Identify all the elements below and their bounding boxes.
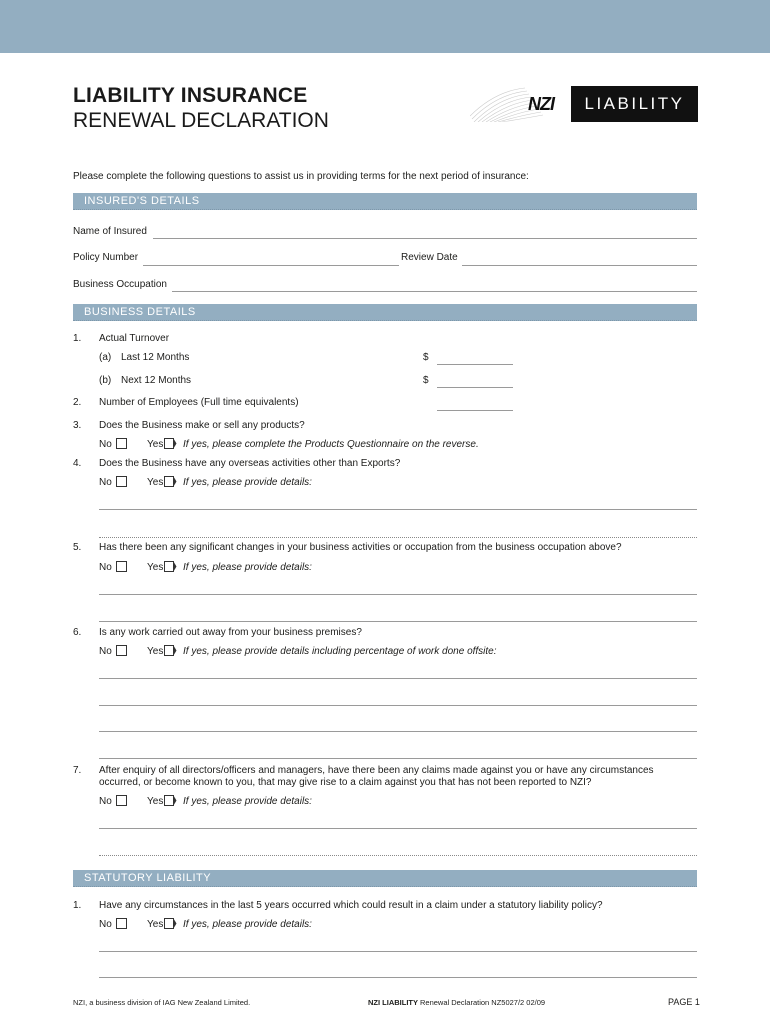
stat-q1-yes-label: Yes — [147, 919, 164, 930]
q4-number: 4. — [73, 458, 82, 469]
footer-brand: NZI LIABILITY — [368, 998, 418, 1007]
stat-q1-yes-checkbox-icon[interactable] — [164, 918, 177, 929]
q5-note: If yes, please provide details: — [183, 562, 312, 573]
stat-q1-number: 1. — [73, 900, 82, 911]
form-subtitle: RENEWAL DECLARATION — [73, 109, 329, 132]
q1b-label: (b) — [99, 375, 112, 386]
policy-number-field[interactable] — [143, 265, 399, 266]
q3-yes-label: Yes — [147, 439, 164, 450]
q6-note: If yes, please provide details including percentage of work done offsite: — [183, 646, 497, 657]
q7-number: 7. — [73, 765, 82, 776]
q1a-text: Last 12 Months — [121, 352, 190, 363]
q1-text: Actual Turnover — [99, 333, 170, 344]
q6-no-checkbox[interactable] — [116, 645, 127, 656]
q6-details-line-2[interactable] — [99, 705, 697, 706]
q5-details-line-1[interactable] — [99, 594, 697, 595]
header-band — [0, 0, 770, 53]
q3-yes-checkbox-icon[interactable] — [164, 438, 177, 449]
q7-details-line-1[interactable] — [99, 828, 697, 829]
employees-field[interactable] — [437, 410, 513, 411]
q6-details-line-4[interactable] — [99, 758, 697, 759]
q5-number: 5. — [73, 542, 82, 553]
q2-number: 2. — [73, 397, 82, 408]
stat-q1-details-line-2[interactable] — [99, 977, 697, 978]
stat-q1-text: Have any circumstances in the last 5 years occurred which could result in a claim under a statutory liability policy? — [99, 900, 603, 911]
q7-no-label: No — [99, 796, 112, 807]
q5-yes-label: Yes — [147, 562, 164, 573]
footer-page-number: PAGE 1 — [668, 997, 700, 1007]
logo-mark: NZI — [528, 94, 554, 114]
q7-yes-label: Yes — [147, 796, 164, 807]
q6-text: Is any work carried out away from your business premises? — [99, 627, 362, 638]
footer-form-ref: Renewal Declaration NZ5027/2 02/09 — [420, 998, 546, 1007]
q4-details-line-2[interactable] — [99, 537, 697, 538]
intro-text: Please complete the following questions to assist us in providing terms for the next period of insurance: — [73, 171, 529, 182]
name-of-insured-label: Name of Insured — [73, 226, 147, 237]
q4-yes-checkbox-icon[interactable] — [164, 476, 177, 487]
form-title: LIABILITY INSURANCE — [73, 84, 308, 107]
q5-details-line-2[interactable] — [99, 621, 697, 622]
section-insured-details: INSURED'S DETAILS — [73, 193, 697, 210]
q4-no-checkbox[interactable] — [116, 476, 127, 487]
q3-text: Does the Business make or sell any products? — [99, 420, 305, 431]
q3-note: If yes, please complete the Products Questionnaire on the reverse. — [183, 439, 479, 450]
section-statutory-liability: STATUTORY LIABILITY — [73, 870, 697, 887]
q7-no-checkbox[interactable] — [116, 795, 127, 806]
q1b-text: Next 12 Months — [121, 375, 192, 386]
q4-text: Does the Business have any overseas activities other than Exports? — [99, 458, 401, 469]
q6-no-label: No — [99, 646, 112, 657]
q5-no-checkbox[interactable] — [116, 561, 127, 572]
q6-number: 6. — [73, 627, 82, 638]
q1b-currency: $ — [423, 375, 429, 386]
q1a-currency: $ — [423, 352, 429, 363]
business-occupation-label: Business Occupation — [73, 279, 167, 290]
footer-company: NZI, a business division of IAG New Zealand Limited. — [73, 998, 251, 1007]
q6-yes-checkbox-icon[interactable] — [164, 645, 177, 656]
q4-no-label: No — [99, 477, 112, 488]
review-date-field[interactable] — [462, 265, 697, 266]
q7-yes-checkbox-icon[interactable] — [164, 795, 177, 806]
q6-yes-label: Yes — [147, 646, 164, 657]
stat-q1-no-label: No — [99, 919, 112, 930]
nzi-liability-logo — [470, 86, 698, 122]
q4-yes-label: Yes — [147, 477, 164, 488]
review-date-label: Review Date — [401, 252, 458, 263]
policy-number-label: Policy Number — [73, 252, 139, 263]
q6-details-line-3[interactable] — [99, 731, 697, 732]
business-occupation-field[interactable] — [172, 291, 697, 292]
logo-pattern-icon — [470, 86, 570, 122]
q5-text: Has there been any significant changes in your business activities or occupation from the business occupation above? — [99, 542, 622, 553]
turnover-next-12-field[interactable] — [437, 387, 513, 388]
q1a-label: (a) — [99, 352, 112, 363]
stat-q1-details-line-1[interactable] — [99, 951, 697, 952]
q7-text-line-2: occurred, or become known to you, that may give rise to a claim against you that has not been reported to NZI? — [99, 777, 592, 788]
section-business-details: BUSINESS DETAILS — [73, 304, 697, 321]
stat-q1-no-checkbox[interactable] — [116, 918, 127, 929]
q7-text-line-1: After enquiry of all directors/officers and managers, have there been any claims made against you or have any circumstances — [99, 765, 654, 776]
q1-number: 1. — [73, 333, 82, 344]
name-of-insured-field[interactable] — [153, 238, 697, 239]
q5-yes-checkbox-icon[interactable] — [164, 561, 177, 572]
q3-no-label: No — [99, 439, 112, 450]
q7-details-line-2[interactable] — [99, 855, 697, 856]
q2-text: Number of Employees (Full time equivalents) — [99, 397, 299, 408]
q5-no-label: No — [99, 562, 112, 573]
q3-no-checkbox[interactable] — [116, 438, 127, 449]
stat-q1-note: If yes, please provide details: — [183, 919, 312, 930]
turnover-last-12-field[interactable] — [437, 364, 513, 365]
q7-note: If yes, please provide details: — [183, 796, 312, 807]
q3-number: 3. — [73, 420, 82, 431]
logo-text: LIABILITY — [571, 86, 698, 122]
q4-note: If yes, please provide details: — [183, 477, 312, 488]
q6-details-line-1[interactable] — [99, 678, 697, 679]
q4-details-line-1[interactable] — [99, 509, 697, 510]
